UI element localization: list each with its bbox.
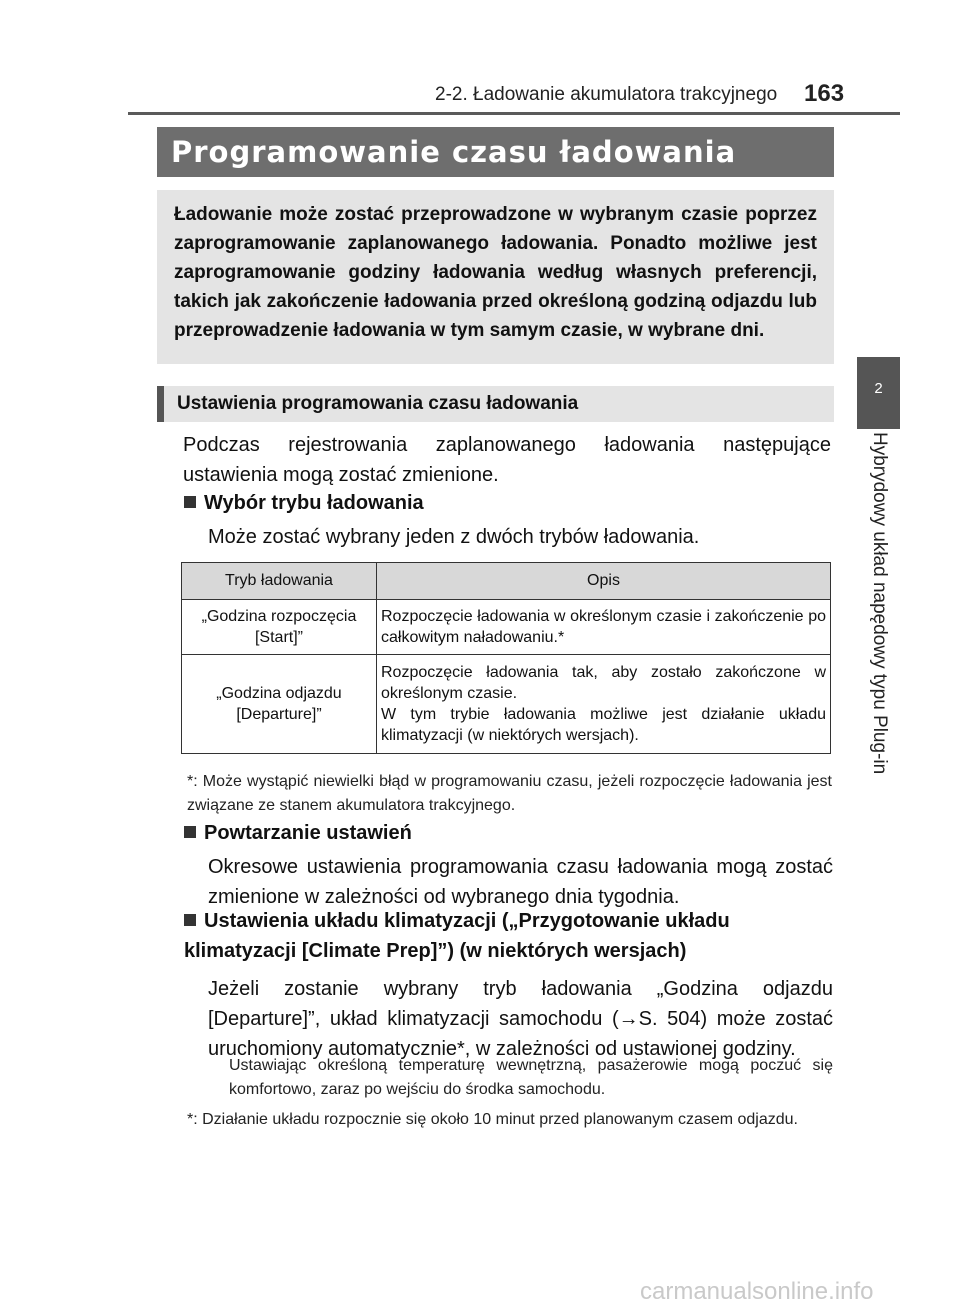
table-header-mode: Tryb ładowania — [182, 563, 377, 600]
chapter-tab-number: 2 — [874, 380, 883, 397]
bullet-heading-mode — [184, 488, 834, 518]
footnote-1: *: Może wystąpić niewielki błąd w programowaniu czasu, jeżeli rozpoczęcie ładowania jest związane ze stanem akumulatora trakcyjnego. — [187, 773, 832, 814]
section-text-repeat: Okresowe ustawienia programowania czasu ładowania mogą zostać zmienione w zależności od wybranego dnia tygodnia. — [208, 856, 833, 908]
section-text-mode: Może zostać wybrany jeden z dwóch trybów ładowania. — [208, 526, 700, 548]
table-cell-description-line2: W tym trybie ładowania możliwe jest działanie układu klimatyzacji (w niektórych wersjach). — [381, 706, 826, 744]
bullet-heading-text: Wybór trybu ładowania — [204, 492, 424, 514]
table-cell-description-line1: Rozpoczęcie ładowania tak, aby zostało zakończone w określonym czasie. — [381, 664, 826, 702]
table-cell-description — [377, 655, 831, 754]
subheading: Ustawienia programowania czasu ładowania — [157, 386, 834, 422]
page-title: Programowanie czasu ładowania — [157, 127, 834, 177]
bullet-heading-repeat — [184, 818, 834, 848]
section-note-climate: Ustawiając określoną temperaturę wewnętrzną, pasażerowie mogą poczuć się komfortowo, zaraz po wejściu do środka samochodu. — [229, 1057, 833, 1098]
watermark: carmanualsonline.info — [640, 1278, 874, 1305]
table-cell-mode: „Godzina rozpoczęcia [Start]” — [182, 600, 377, 655]
chapter-title-vertical: Hybrydowy układ napędowy typu Plug-in — [869, 432, 890, 775]
header-divider — [128, 112, 900, 115]
bullet-square-icon — [184, 496, 196, 508]
section-text-climate: Jeżeli zostanie wybrany tryb ładowania „Godzina odjazdu [Departure]”, układ klimatyzacji samochodu (→S. 504) może zostać uruchomiony automatycznie*, w zależności od ustawionej godziny. — [208, 978, 833, 1060]
page-number: 163 — [804, 80, 845, 107]
table-cell-mode: „Godzina odjazdu [Departure]” — [182, 655, 377, 754]
bullet-square-icon — [184, 914, 196, 926]
intro-box: Ładowanie może zostać przeprowadzone w wybranym czasie poprzez zaprogramowanie zaplanowanego ładowania. Ponadto możliwe jest zaprogramowanie godziny ładowania według własnych preferencji, takich jak zakończenie ładowania przed określoną godziną odjazdu lub przeprowadzenie ładowania w tym samym czasie, w wybrane dni. — [157, 190, 834, 364]
table-cell-description: Rozpoczęcie ładowania w określonym czasie i zakończenie po całkowitym naładowaniu.* — [377, 600, 831, 655]
header-section-title: 2-2. Ładowanie akumulatora trakcyjnego — [435, 84, 778, 105]
table-header-description: Opis — [377, 563, 831, 600]
bullet-heading-text: Ustawienia układu klimatyzacji („Przygotowanie układu klimatyzacji [Climate Prep]”) (w niektórych wersjach) — [184, 910, 730, 962]
bullet-square-icon — [184, 826, 196, 838]
charging-mode-table — [181, 562, 831, 754]
footnote-2: *: Działanie układu rozpocznie się około 10 minut przed planowanym czasem odjazdu. — [187, 1111, 798, 1128]
bullet-heading-climate — [184, 906, 834, 966]
bullet-heading-text: Powtarzanie ustawień — [204, 822, 412, 844]
paragraph: Podczas rejestrowania zaplanowanego ładowania następujące ustawienia mogą zostać zmienione. — [183, 434, 831, 486]
